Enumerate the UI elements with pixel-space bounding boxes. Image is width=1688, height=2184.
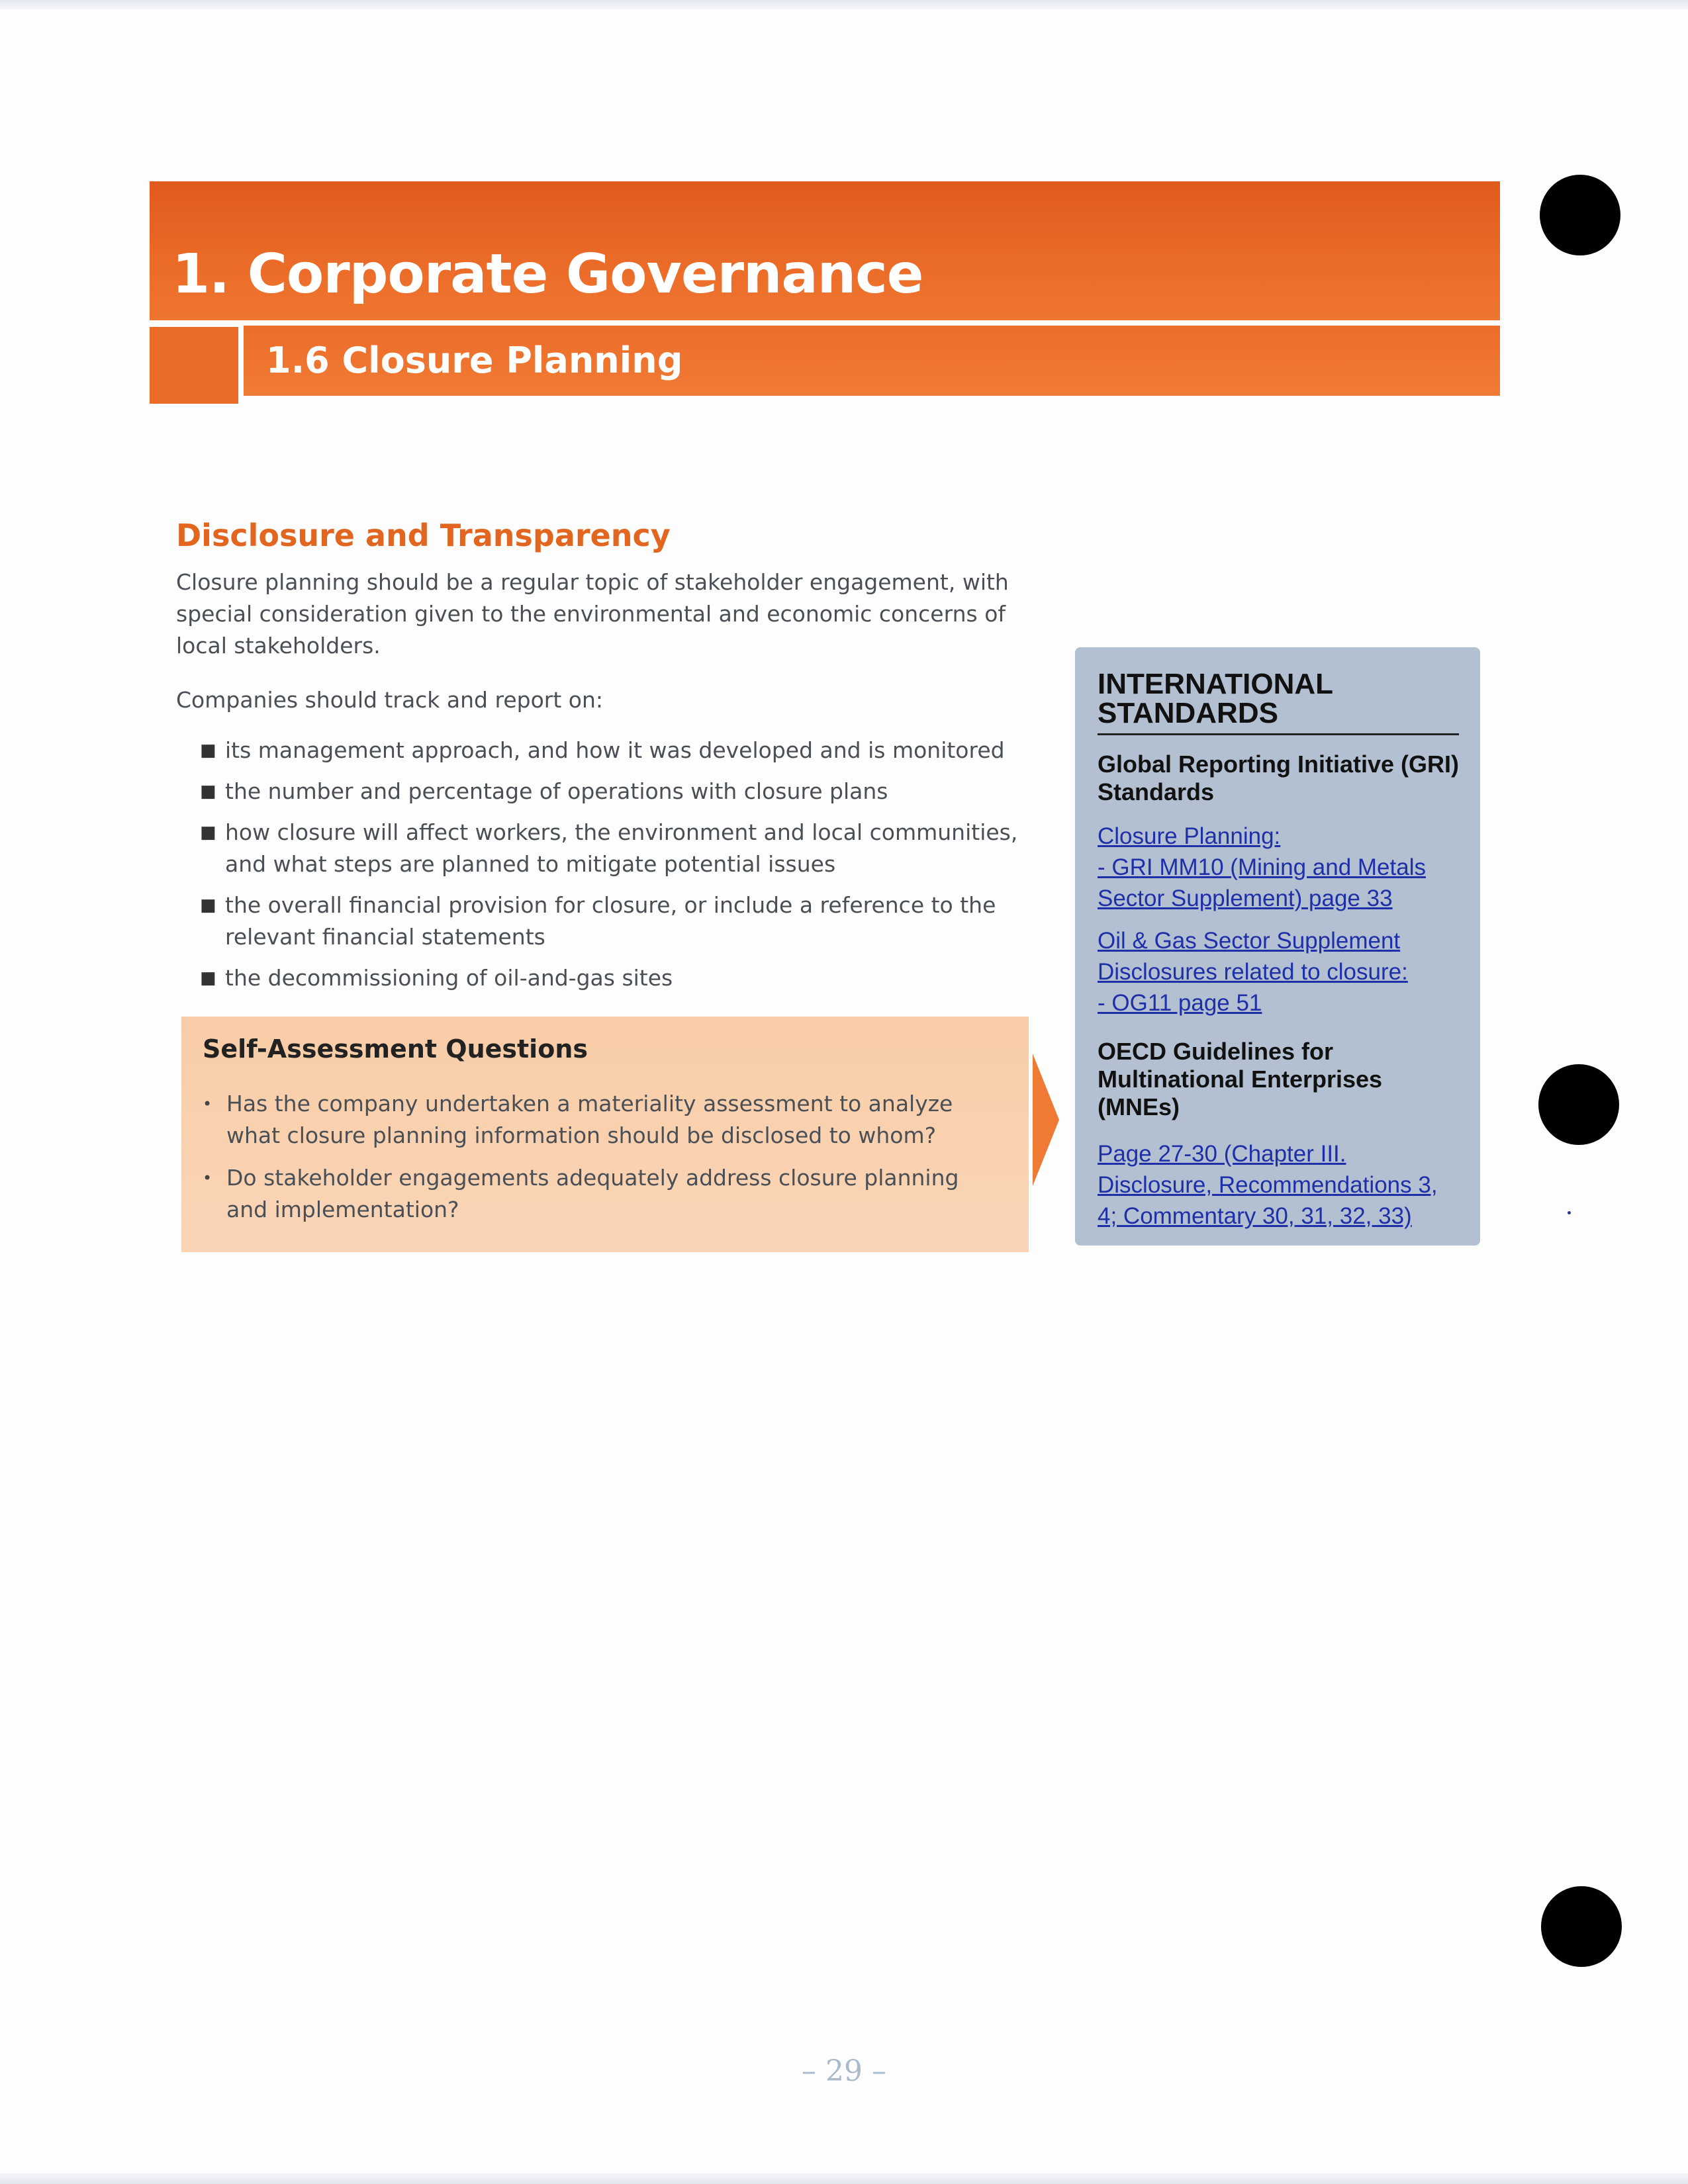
scan-bottom-edge (0, 2173, 1688, 2184)
square-bullet-icon: ■ (200, 741, 216, 760)
track-intro: Companies should track and report on: (176, 687, 603, 713)
international-standards-box (1075, 647, 1480, 1246)
binder-hole-icon (1538, 1064, 1619, 1145)
gri-closure-link[interactable]: Closure Planning: - GRI MM10 (Mining and Metals Sector Supplement) page 33 (1098, 823, 1426, 911)
binder-hole-icon (1541, 1886, 1622, 1967)
page-number: – 29 – (802, 2054, 886, 2088)
list-item: • Do stakeholder engagements adequately address closure planning and implementation? (203, 1162, 997, 1226)
square-bullet-icon: ■ (200, 968, 216, 988)
section-subtitle: 1.6 Closure Planning (266, 340, 683, 381)
gri-heading: Global Reporting Initiative (GRI) Standards (1098, 751, 1460, 805)
scan-speck (1568, 1211, 1571, 1214)
self-assessment-title: Self-Assessment Questions (203, 1034, 588, 1064)
list-item: ■ its management approach, and how it was developed and is monitored (200, 735, 1027, 766)
square-bullet-icon: ■ (200, 782, 216, 801)
right-arrow-icon (1033, 1054, 1059, 1186)
track-list (200, 735, 1027, 994)
divider (1098, 733, 1459, 735)
self-assessment-questions (203, 1088, 997, 1226)
dot-bullet-icon: • (203, 1169, 212, 1187)
list-item: ■ the overall financial provision for closure, or include a reference to the relevant financial statements (200, 889, 1027, 953)
square-bullet-icon: ■ (200, 823, 216, 842)
chapter-header (150, 181, 1500, 320)
standards-title: INTERNATIONAL STANDARDS (1098, 668, 1333, 729)
list-item: ■ how closure will affect workers, the environment and local communities, and what steps are planned to mitigate potential issues (200, 817, 1027, 880)
list-item: • Has the company undertaken a materiality assessment to analyze what closure planning information should be disclosed to whom? (203, 1088, 997, 1152)
self-assessment-box (181, 1017, 1029, 1252)
oecd-heading: OECD Guidelines for Multinational Enterprises (MNEs) (1098, 1038, 1383, 1120)
scan-top-edge (0, 0, 1688, 9)
chapter-title: 1. Corporate Governance (172, 243, 923, 306)
square-bullet-icon: ■ (200, 895, 216, 915)
intro-paragraph: Closure planning should be a regular topic of stakeholder engagement, with special consideration given to the environmental and economic concerns of local stakeholders. (176, 569, 1009, 659)
list-item: ■ the number and percentage of operations with closure plans (200, 776, 1027, 807)
binder-hole-icon (1540, 175, 1620, 255)
dot-bullet-icon: • (203, 1095, 212, 1113)
oecd-guidelines-link[interactable]: Page 27-30 (Chapter III. Disclosure, Recommendations 3, 4; Commentary 30, 31, 32, 33) (1098, 1141, 1438, 1229)
subheader-side-block (150, 327, 238, 404)
oil-gas-supplement-link[interactable]: Oil & Gas Sector Supplement Disclosures related to closure: - OG11 page 51 (1098, 928, 1408, 1016)
disclosure-heading: Disclosure and Transparency (176, 518, 671, 553)
section-header (244, 326, 1500, 396)
list-item: ■ the decommissioning of oil-and-gas sites (200, 962, 1027, 994)
